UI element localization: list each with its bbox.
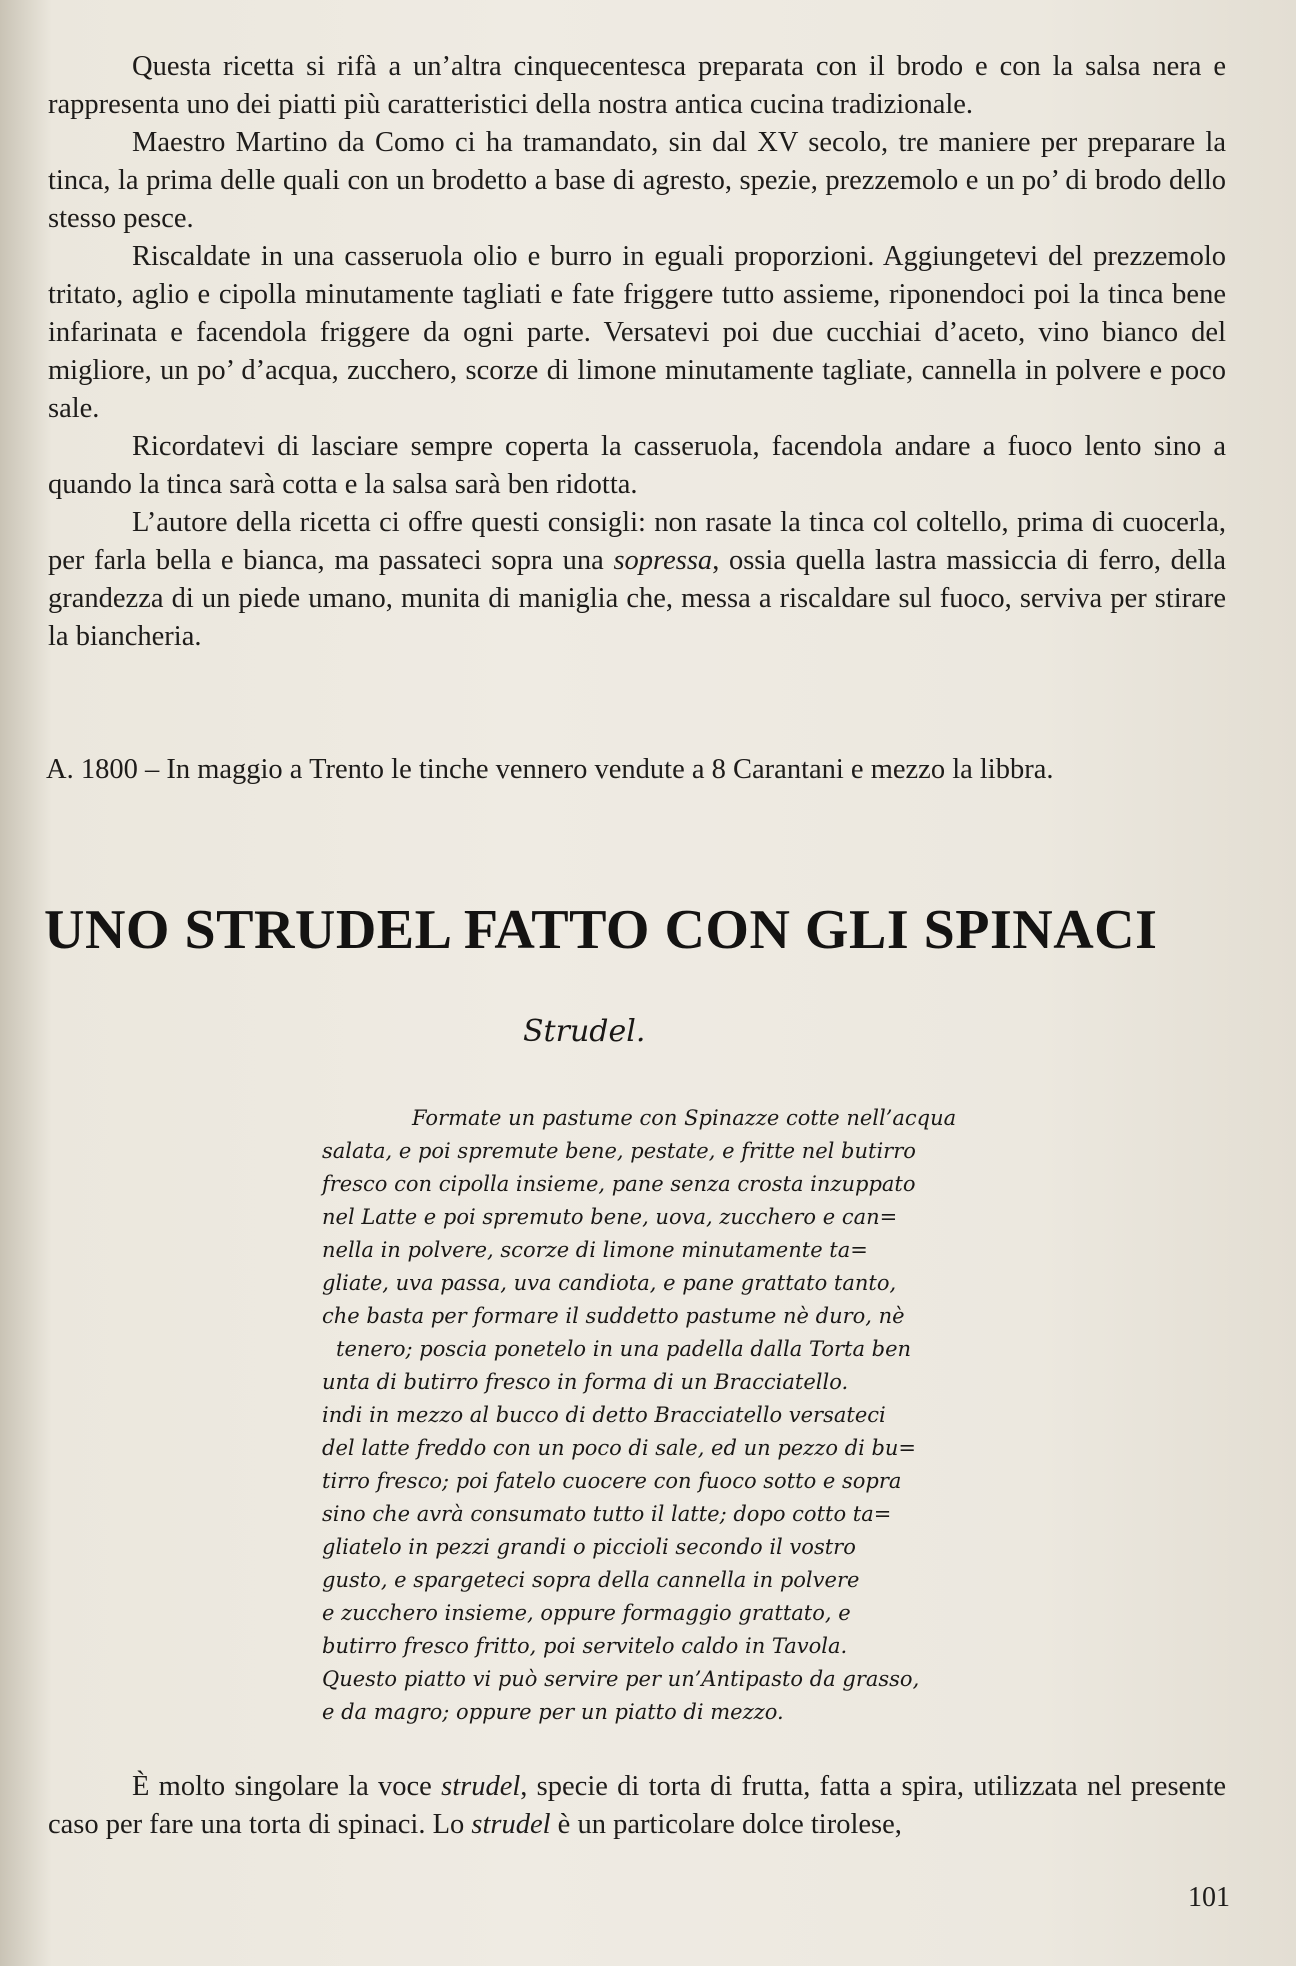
closing-text-1: È molto singolare la voce (132, 1771, 442, 1802)
manuscript-line: sino che avrà consumato tutto il latte; dopo cotto ta= (322, 1502, 892, 1526)
manuscript-line: Formate un pastume con Spinazze cotte nell’acqua (412, 1106, 957, 1130)
closing-term-2: strudel (471, 1809, 551, 1840)
advice-term: sopressa (613, 545, 713, 576)
manuscript-line: e zucchero insieme, oppure formaggio grattato, e (322, 1601, 851, 1625)
manuscript-line: gusto, e spargeteci sopra della cannella in polvere (322, 1568, 860, 1592)
paragraph-cooking: Ricordatevi di lasciare sempre coperta la casseruola, facendola andare a fuoco lento sino a quando la tinca sarà cotta e la salsa sarà ben ridotta. (48, 431, 1226, 500)
manuscript-line: nella in polvere, scorze di limone minutamente ta= (322, 1238, 868, 1262)
paragraph-method: Riscaldate in una casseruola olio e burro in eguali proporzioni. Aggiungetevi del prezzemolo tritato, aglio e cipolla minutamente tagliati e fate friggere tutto assieme, riponendoci poi la tinca bene infarinata e facendola friggere da ogni parte. Versatevi poi due cucchiai d’aceto, vino bianco del migliore, un po’ d’acqua, zucchero, scorze di limone minutamente tagliate, cannella in polvere e poco sale. (48, 241, 1226, 424)
manuscript-line: nel Latte e poi spremuto bene, uova, zucchero e can= (322, 1205, 898, 1229)
closing-text-2: , specie di torta di frutta, fatta a spira, utilizzata nel presente caso per fare una torta di spinaci. Lo (48, 1771, 1227, 1840)
manuscript-line: tenero; poscia ponetelo in una padella dalla Torta ben (336, 1337, 912, 1361)
manuscript-line: tirro fresco; poi fatelo cuocere con fuoco sotto e sopra (322, 1469, 902, 1493)
section-title: UNO STRUDEL FATTO CON GLI SPINACI (44, 899, 1158, 961)
page-number: 101 (1188, 1882, 1230, 1913)
manuscript-line: che basta per formare il suddetto pastume nè duro, nè (322, 1304, 905, 1328)
paragraph-advice (48, 504, 1226, 656)
manuscript-line: e da magro; oppure per un piatto di mezzo. (322, 1700, 784, 1724)
manuscript-line: butirro fresco fritto, poi servitelo caldo in Tavola. (322, 1634, 848, 1658)
manuscript-heading: Strudel. (523, 1014, 646, 1049)
bottom-text-block (48, 1768, 1226, 1844)
closing-term-1: strudel (441, 1771, 521, 1802)
manuscript-recipe (322, 1102, 962, 1729)
manuscript-line: fresco con cipolla insieme, pane senza crosta inzuppato (322, 1172, 916, 1196)
advice-text-end: , ossia quella lastra massiccia di ferro, della grandezza di un piede umano, munita di maniglia che, messa a riscaldare sul fuoco, serviva per stirare la biancheria. (48, 545, 1226, 652)
manuscript-line: gliatelo in pezzi grandi o piccioli secondo il vostro (322, 1535, 856, 1559)
manuscript-line: del latte freddo con un poco di sale, ed un pezzo di bu= (322, 1436, 917, 1460)
manuscript-line: gliate, uva passa, uva candiota, e pane grattato tanto, (322, 1271, 897, 1295)
manuscript-line: indi in mezzo al bucco di detto Bracciatello versateci (322, 1403, 886, 1427)
manuscript-line: unta di butirro fresco in forma di un Bracciatello. (322, 1370, 849, 1394)
paragraph-origin: Questa ricetta si rifà a un’altra cinquecentesca preparata con il brodo e con la salsa nera e rappresenta uno dei piatti più caratteristici della nostra antica cucina tradizionale. (48, 51, 1226, 120)
historical-note: A. 1800 – In maggio a Trento le tinche vennero vendute a 8 Carantani e mezzo la libbra. (46, 754, 1054, 785)
paragraph-strudel-note (48, 1768, 1226, 1844)
paragraph-maestro-martino: Maestro Martino da Como ci ha tramandato, sin dal XV secolo, tre maniere per preparare la tinca, la prima delle quali con un brodetto a base di agresto, spezie, prezzemolo e un po’ di brodo dello stesso pesce. (48, 127, 1226, 234)
closing-text-3: è un particolare dolce tirolese, (550, 1809, 902, 1840)
manuscript-line: salata, e poi spremute bene, pestate, e fritte nel butirro (322, 1139, 916, 1163)
advice-text-start: L’autore della ricetta ci offre questi consigli: non rasate la tinca col coltello, prima di cuocerla, per farla bella e bianca, ma passateci sopra una (48, 507, 1226, 576)
top-text-block (48, 48, 1226, 656)
manuscript-line: Questo piatto vi può servire per un’Antipasto da grasso, (322, 1667, 920, 1691)
